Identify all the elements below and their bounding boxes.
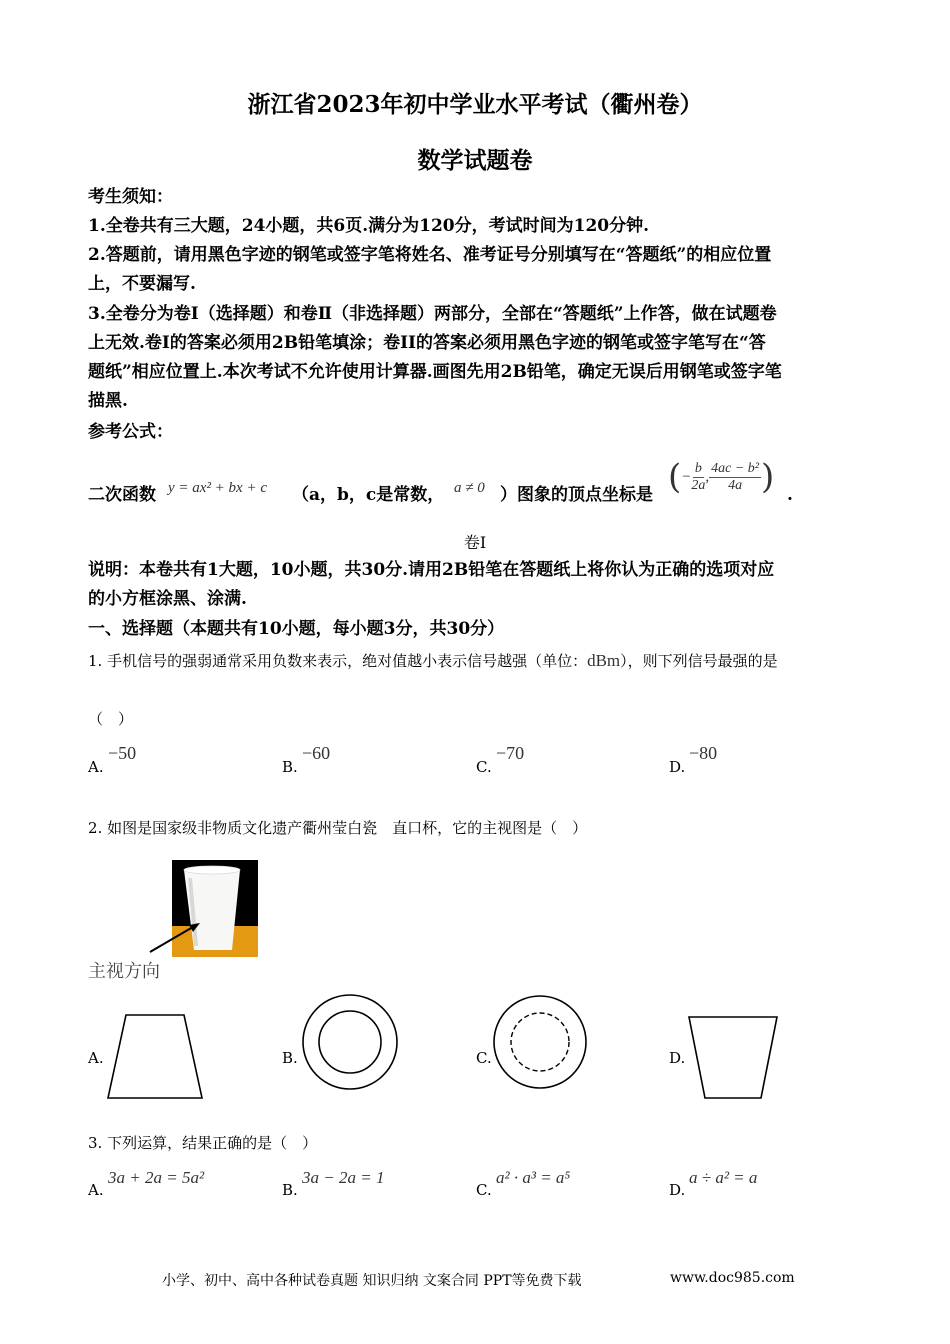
formula-condition: a ≠ 0 xyxy=(454,480,485,496)
notice-heading: 考生须知： xyxy=(88,187,173,207)
section-note-line-1: 说明：本卷共有1大题，10小题，共30分.请用2B铅笔在答题纸上将你认为正确的选项对应 xyxy=(88,560,775,580)
dashed-inner-circle xyxy=(511,1013,569,1071)
q3-option-d-expr: a ÷ a² = a xyxy=(689,1168,758,1187)
q3-option-b-label: B. xyxy=(282,1181,298,1199)
section-note-line-2: 的小方框涂黑、涂满. xyxy=(88,589,247,609)
q3-option-a-expr: 3a + 2a = 5a² xyxy=(108,1168,205,1187)
exam-subtitle: 数学试题卷 xyxy=(417,147,533,174)
q3-option-c-label: C. xyxy=(476,1181,492,1199)
formula-heading: 参考公式： xyxy=(88,422,173,442)
q3-option-d-label: D. xyxy=(669,1181,686,1199)
q3-option-a-label: A. xyxy=(88,1181,104,1199)
q2-option-d-figure xyxy=(686,1013,786,1103)
q2-option-c-figure xyxy=(490,992,590,1092)
vertex-x-numerator: b xyxy=(694,460,702,476)
footer-text: 小学、初中、高中各种试卷真题 知识归纳 文案合同 PPT等免费下载 xyxy=(162,1273,582,1289)
formula-suffix: ）图象的顶点坐标是 xyxy=(500,485,653,505)
vertex-y-numerator: 4ac − b² xyxy=(711,460,759,476)
question-1-stem xyxy=(88,649,778,673)
notice-item-1: 1.全卷共有三大题，24小题，共6页.满分为120分，考试时间为120分钟. xyxy=(88,216,650,236)
q2-option-a-figure xyxy=(105,1013,205,1103)
vertex-x-fraction xyxy=(691,461,705,494)
q1-option-c-label: C. xyxy=(476,758,492,776)
notice-item-2-line-1: 2.答题前，请用黑色字迹的钢笔或签字笔将姓名、准考证号分别填写在“答题纸”的相应位置 xyxy=(88,245,772,265)
q1-option-a-label: A. xyxy=(88,758,104,776)
section-title: 卷Ⅰ xyxy=(463,533,487,552)
q1-option-d-value: −80 xyxy=(689,743,718,763)
notice-item-3-line-1: 3.全卷分为卷Ⅰ（选择题）和卷Ⅱ（非选择题）两部分，全部在“答题纸”上作答，做在试题卷 xyxy=(88,304,777,324)
question-1-unit: dBm xyxy=(587,651,621,670)
inner-circle xyxy=(319,1011,381,1073)
view-direction-caption: 主视方向 xyxy=(88,961,160,982)
quadratic-function: y = ax² + bx + c xyxy=(168,480,267,496)
formula-end: . xyxy=(787,485,793,505)
formula-prefix: 二次函数 xyxy=(88,485,156,505)
question-2-stem: 2. 如图是国家级非物质文化遗产衢州莹白瓷 直口杯，它的主视图是（ ） xyxy=(88,819,588,837)
question-1-paren: （ ） xyxy=(88,710,134,728)
q1-option-b-value: −60 xyxy=(302,743,331,763)
q3-option-b-expr: 3a − 2a = 1 xyxy=(302,1168,385,1187)
q2-option-b-figure xyxy=(298,992,398,1092)
question-1-stem-a: 1. 手机信号的强弱通常采用负数来表示，绝对值越小表示信号越强（单位： xyxy=(88,652,588,670)
vertex-y-denominator: 4a xyxy=(728,477,743,493)
q1-option-b-label: B. xyxy=(282,758,298,776)
vertex-x-denominator: 2a xyxy=(691,477,706,493)
vertex-formula: ( − $\frac{b}{2a}$ , $\frac{\text{4ac − b²}}{4a}$ ) xyxy=(668,457,775,497)
notice-item-3-line-2: 上无效.卷Ⅰ的答案必须用2B铅笔填涂；卷II的答案必须用黑色字迹的钢笔或签字笔写在“答 xyxy=(88,333,766,353)
notice-item-3-line-3: 题纸”相应位置上.本次考试不允许使用计算器.画图先用2B铅笔，确定无误后用钢笔或签字笔 xyxy=(88,362,782,382)
outer-circle xyxy=(303,995,397,1089)
question-1-stem-b: ），则下列信号最强的是 xyxy=(620,652,778,670)
formula-params: （a，b，c是常数， xyxy=(292,485,445,505)
q1-option-d-label: D. xyxy=(669,758,686,776)
notice-item-2-line-2: 上，不要漏写. xyxy=(88,274,196,294)
q2-option-b-label: B. xyxy=(282,1049,298,1067)
q1-option-c-value: −70 xyxy=(496,743,525,763)
q2-option-c-label: C. xyxy=(476,1049,492,1067)
q3-option-c-expr: a² · a³ = a⁵ xyxy=(496,1168,571,1187)
q2-option-a-label: A. xyxy=(88,1049,104,1067)
cup-rim xyxy=(184,866,240,874)
trapezoid-upright xyxy=(108,1015,202,1098)
footer-url[interactable]: www.doc985.com xyxy=(670,1270,795,1286)
cup-photo xyxy=(140,858,260,958)
exam-title: 浙江省2023年初中学业水平考试（衢州卷） xyxy=(247,91,703,118)
outer-circle xyxy=(494,996,586,1088)
part-title: 一、选择题（本题共有10小题，每小题3分，共30分） xyxy=(88,619,505,639)
vertex-y-fraction xyxy=(709,461,761,494)
question-3-stem: 3. 下列运算，结果正确的是（ ） xyxy=(88,1134,318,1152)
notice-item-3-line-4: 描黑. xyxy=(88,391,128,411)
trapezoid-inverted xyxy=(689,1017,777,1098)
q1-option-a-value: −50 xyxy=(108,743,137,763)
q2-option-d-label: D. xyxy=(669,1049,686,1067)
